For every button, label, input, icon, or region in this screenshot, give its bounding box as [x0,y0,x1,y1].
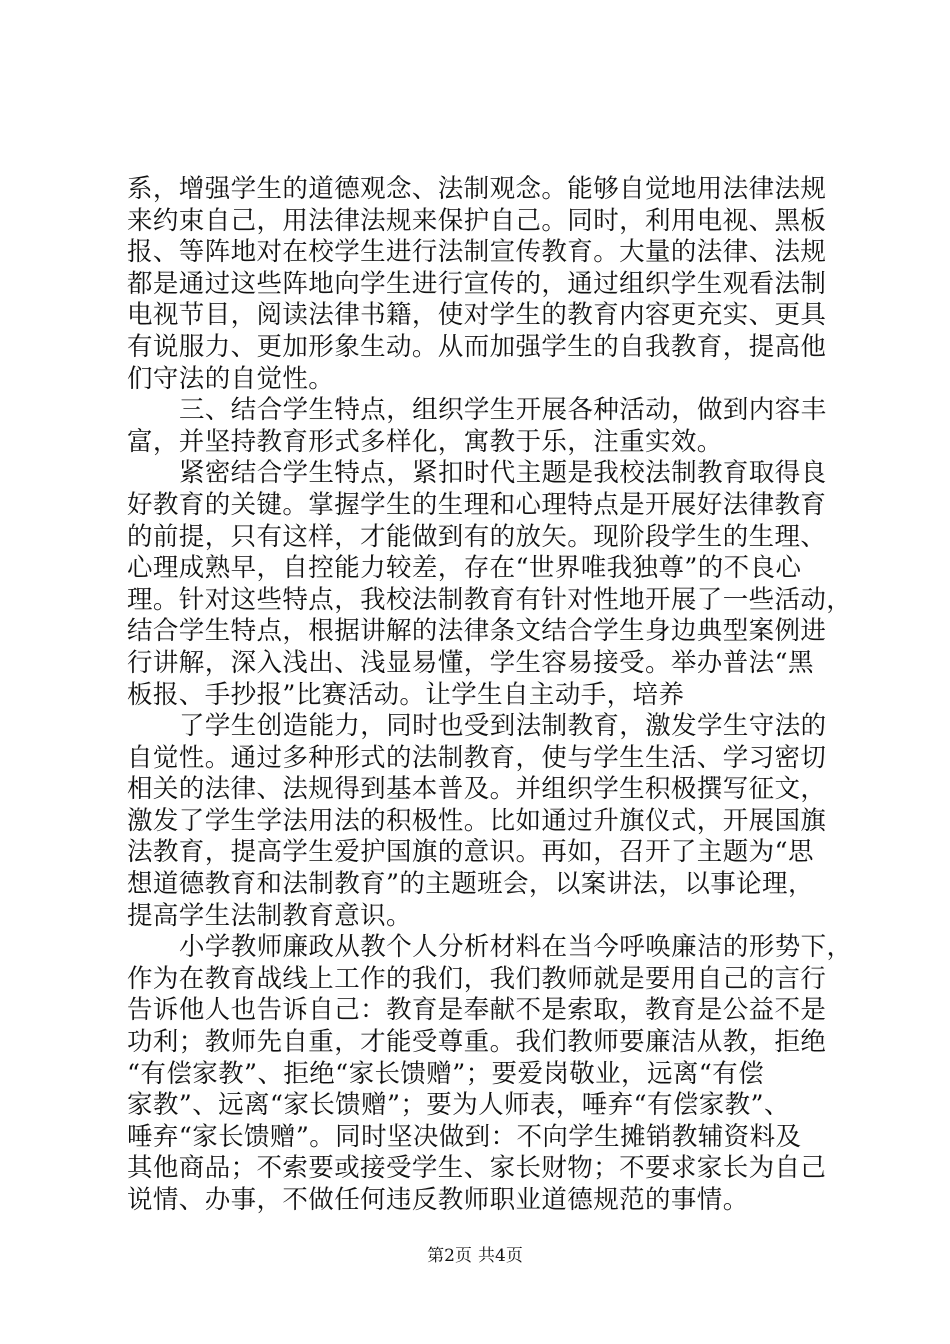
text-line: 唾弃“家长馈赠”。同时坚决做到：不向学生摊销教辅资料及 [127,1121,802,1152]
page-total: 共4页 [478,1246,523,1266]
text-line: 相关的法律、法规得到基本普及。并组织学生积极撰写征文， [127,774,827,805]
text-line: 说情、办事，不做任何违反教师职业道德规范的事情。 [127,1185,749,1215]
text-line: 板报、手抄报”比赛活动。让学生自主动手，培养 [127,679,685,710]
text-line: 激发了学生学法用法的积极性。比如通过升旗仪式，开展国旗 [127,805,827,836]
text-line: 法教育，提高学生爱护国旗的意识。再如，召开了主题为“思 [127,837,814,868]
text-line: “有偿家教”、拒绝“家长馈赠”；要爱岗敬业，远离“有偿 [127,1058,764,1089]
text-line: 的前提，只有这样，才能做到有的放矢。现阶段学生的生理、 [127,521,827,552]
text-line: 报、等阵地对在校学生进行法制宣传教育。大量的法律、法规 [127,237,827,268]
text-line: 家教”、远离“家长馈赠”；要为人师表，唾弃“有偿家教”、 [127,1090,790,1121]
text-line: 都是通过这些阵地向学生进行宣传的，通过组织学生观看法制 [127,268,827,299]
body-text [127,174,853,1217]
text-line: 提高学生法制教育意识。 [127,900,412,931]
paragraph-start-line: 了学生创造能力，同时也受到法制教育，激发学生守法的 [179,711,827,742]
text-line: 功利；教师先自重，才能受尊重。我们教师要廉洁从教，拒绝 [127,1027,827,1058]
text-line: 结合学生特点，根据讲解的法律条文结合学生身边典型案例进 [127,616,827,647]
text-line: 行讲解，深入浅出、浅显易懂，学生容易接受。举办普法“黑 [127,647,814,678]
text-line: 心理成熟早，自控能力较差，存在“世界唯我独尊”的不良心 [127,553,802,584]
text-line: 自觉性。通过多种形式的法制教育，使与学生生活、学习密切 [127,742,827,773]
text-line: 理。针对这些特点，我校法制教育有针对性地开展了一些活动， [127,584,853,615]
section-heading-line: 富，并坚持教育形式多样化，寓教于乐，注重实效。 [127,426,723,457]
paragraph-start-line: 小学教师廉政从教个人分析材料在当今呼唤廉洁的形势下， [179,932,853,963]
text-line: 告诉他人也告诉自己：教育是奉献不是索取，教育是公益不是 [127,995,827,1026]
text-line: 电视节目，阅读法律书籍，使对学生的教育内容更充实、更具 [127,300,827,331]
text-line: 系，增强学生的道德观念、法制观念。能够自觉地用法律法规 [127,174,827,204]
page-number: 第2页 [427,1246,472,1266]
text-line: 来约束自己，用法律法规来保护自己。同时，利用电视、黑板 [127,205,827,236]
page-footer [0,1245,950,1267]
text-line: 其他商品；不索要或接受学生、家长财物；不要求家长为自己 [127,1153,827,1184]
text-line: 想道德教育和法制教育”的主题班会，以案讲法，以事论理， [127,869,814,900]
text-line: 们守法的自觉性。 [127,363,335,394]
text-line: 有说服力、更加形象生动。从而加强学生的自我教育，提高他 [127,331,827,362]
text-line: 好教育的关键。掌握学生的生理和心理特点是开展好法律教育 [127,489,827,520]
text-line: 作为在教育战线上工作的我们，我们教师就是要用自己的言行 [127,963,827,994]
paragraph-start-line: 紧密结合学生特点，紧扣时代主题是我校法制教育取得良 [179,458,827,489]
section-heading-line: 三、结合学生特点，组织学生开展各种活动，做到内容丰 [179,395,827,426]
